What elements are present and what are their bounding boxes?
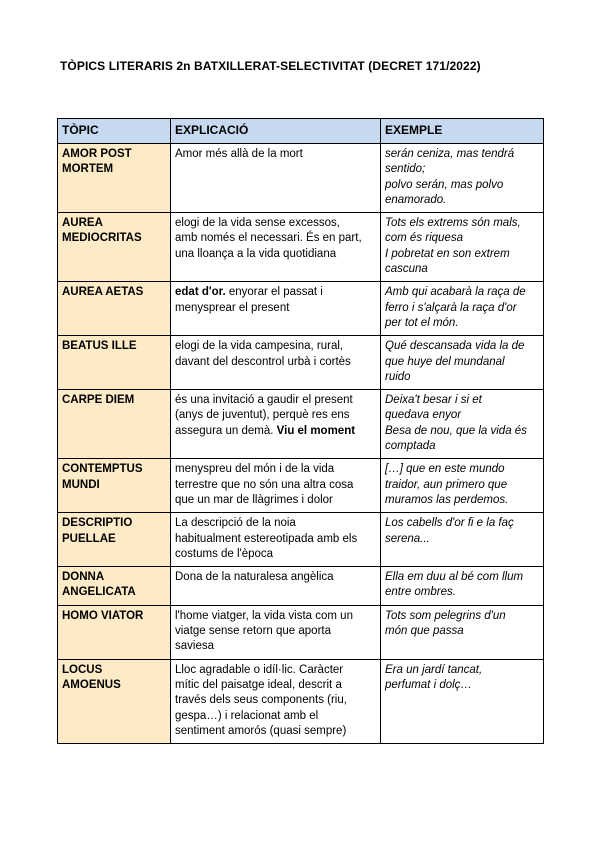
cell-line: Qué descansada vida la de: [385, 340, 525, 353]
example-cell: [381, 213, 544, 282]
table-row: [58, 282, 544, 336]
cell-line: (anys de juventut), perquè res ens: [175, 409, 350, 422]
cell-line: traidor, aun primero que: [385, 478, 508, 491]
explanation-cell: [171, 459, 381, 513]
cell-line: que huye del mundanal: [385, 355, 505, 368]
cell-line: enyorar el passat i: [225, 286, 323, 299]
header-explanation: EXPLICACIÓ: [171, 119, 381, 144]
cell-line: AMOR POST: [62, 148, 132, 160]
example-cell: [381, 144, 544, 213]
table-header-row: [58, 119, 544, 144]
table-row: [58, 213, 544, 282]
cell-line: que un mar de llàgrimes i dolor: [175, 493, 333, 506]
cell-line: amb només el necessari. És en part,: [175, 232, 362, 245]
explanation-cell: [171, 567, 381, 606]
explanation-cell: [171, 282, 381, 336]
cell-line: quedava enyor: [385, 409, 462, 422]
cell-line: món que passa: [385, 625, 464, 638]
cell-line: serán ceniza, mas tendrá: [385, 148, 515, 160]
cell-line: Amb qui acabarà la raça de: [385, 286, 526, 299]
table-row: [58, 513, 544, 567]
example-cell: [381, 659, 544, 743]
example-cell: [381, 282, 544, 336]
cell-line: Lloc agradable o idíl·lic. Caràcter: [175, 663, 344, 676]
topic-cell: [58, 659, 171, 743]
example-cell: [381, 459, 544, 513]
cell-line: l'home viatger, la vida vista com un: [175, 609, 353, 622]
cell-line: ANGELICATA: [62, 586, 136, 599]
cell-line: per tot el món.: [385, 316, 459, 329]
explanation-cell: [171, 336, 381, 390]
topics-table: [57, 118, 544, 744]
cell-line: mític del paisatge ideal, descrit a: [175, 678, 342, 691]
topic-cell: [58, 513, 171, 567]
cell-line: sentido;: [385, 163, 426, 176]
cell-line: MEDIOCRITAS: [62, 232, 142, 245]
cell-line: habitualment estereotipada amb els: [175, 532, 358, 545]
cell-line: Dona de la naturalesa angèlica: [175, 571, 334, 584]
cell-line: elogi de la vida sense excessos,: [175, 217, 340, 230]
cell-line: entre ombres.: [385, 586, 456, 599]
explanation-cell: [171, 605, 381, 659]
cell-line: com és riquesa: [385, 232, 463, 245]
cell-line: I pobretat en son extrem: [385, 247, 510, 260]
cell-line: ruido: [385, 370, 411, 383]
cell-line: AUREA AETAS: [62, 286, 144, 299]
cell-line: muramos las perdemos.: [385, 493, 509, 506]
table-row: [58, 459, 544, 513]
cell-line: AMOENUS: [62, 678, 121, 691]
cell-line: perfumat i dolç…: [385, 678, 472, 691]
cell-line: una lloança a la vida quotidiana: [175, 247, 337, 260]
cell-line: sentiment amorós (quasi sempre): [175, 724, 347, 737]
cell-line: CONTEMPTUS: [62, 463, 143, 476]
cell-line: cascuna: [385, 263, 428, 276]
table-row: [58, 144, 544, 213]
explanation-cell: [171, 513, 381, 567]
topic-cell: [58, 282, 171, 336]
header-topic: TÒPIC: [58, 119, 171, 144]
example-cell: [381, 605, 544, 659]
cell-line: ferro i s'alçarà la raça d'or: [385, 301, 517, 314]
cell-line: menysprear el present: [175, 301, 290, 314]
table-row: [58, 336, 544, 390]
example-cell: [381, 390, 544, 459]
cell-line: AUREA: [62, 217, 103, 230]
cell-line: Los cabells d'or fi e la faç: [385, 517, 514, 530]
example-cell: [381, 513, 544, 567]
cell-line: HOMO VIATOR: [62, 609, 144, 622]
cell-line: menyspreu del món i de la vida: [175, 463, 335, 476]
cell-line: La descripció de la noia: [175, 517, 296, 530]
cell-line: enamorado.: [385, 193, 447, 206]
topic-cell: [58, 144, 171, 213]
cell-line: DONNA: [62, 571, 105, 584]
topic-cell: [58, 567, 171, 606]
cell-line: Era un jardí tancat,: [385, 663, 483, 676]
explanation-cell: [171, 659, 381, 743]
topic-cell: [58, 459, 171, 513]
explanation-cell: [171, 390, 381, 459]
cell-line: DESCRIPTIO: [62, 517, 133, 530]
cell-line: gespa…) i relacionat amb el: [175, 709, 319, 722]
table-row: [58, 567, 544, 606]
cell-line: PUELLAE: [62, 532, 116, 545]
cell-line: assegura un demà.: [175, 424, 277, 437]
explanation-bold: Viu el moment: [276, 424, 356, 437]
table-row: [58, 605, 544, 659]
explanation-bold: edat d'or.: [175, 286, 226, 299]
cell-line: és una invitació a gaudir el present: [175, 394, 353, 407]
cell-line: polvo serán, mas polvo: [385, 178, 504, 191]
cell-line: CARPE DIEM: [62, 394, 135, 407]
cell-line: Tots som pelegrins d'un: [385, 609, 506, 622]
cell-line: comptada: [385, 440, 436, 453]
topic-cell: [58, 605, 171, 659]
cell-line: Besa de nou, que la vida és: [385, 424, 527, 437]
cell-line: Amor més allà de la mort: [175, 148, 303, 160]
cell-line: costums de l'època: [175, 547, 274, 560]
cell-line: saviesa: [175, 640, 214, 653]
cell-line: MORTEM: [62, 163, 114, 176]
cell-line: Tots els extrems són mals,: [385, 217, 521, 230]
topic-cell: [58, 213, 171, 282]
explanation-cell: [171, 213, 381, 282]
cell-line: davant del descontrol urbà i cortès: [175, 355, 351, 368]
explanation-cell: [171, 144, 381, 213]
header-example: EXEMPLE: [381, 119, 544, 144]
cell-line: LOCUS: [62, 663, 103, 676]
table-row: [58, 390, 544, 459]
cell-line: Deixa't besar i si et: [385, 394, 482, 407]
cell-line: través dels seus components (riu,: [175, 694, 347, 707]
cell-line: MUNDI: [62, 478, 100, 491]
cell-line: Ella em duu al bé com llum: [385, 571, 524, 584]
example-cell: [381, 336, 544, 390]
cell-line: viatge sense retorn que aporta: [175, 625, 331, 638]
topic-cell: [58, 390, 171, 459]
topic-cell: [58, 336, 171, 390]
cell-line: elogi de la vida campesina, rural,: [175, 340, 344, 353]
cell-line: […] que en este mundo: [385, 463, 505, 476]
page-title: TÒPICS LITERARIS 2n BATXILLERAT-SELECTIVITAT (DECRET 171/2022): [60, 59, 481, 73]
cell-line: BEATUS ILLE: [62, 340, 137, 353]
cell-line: serena...: [385, 532, 430, 545]
example-cell: [381, 567, 544, 606]
table-row: [58, 659, 544, 743]
cell-line: terrestre que no són una altra cosa: [175, 478, 354, 491]
